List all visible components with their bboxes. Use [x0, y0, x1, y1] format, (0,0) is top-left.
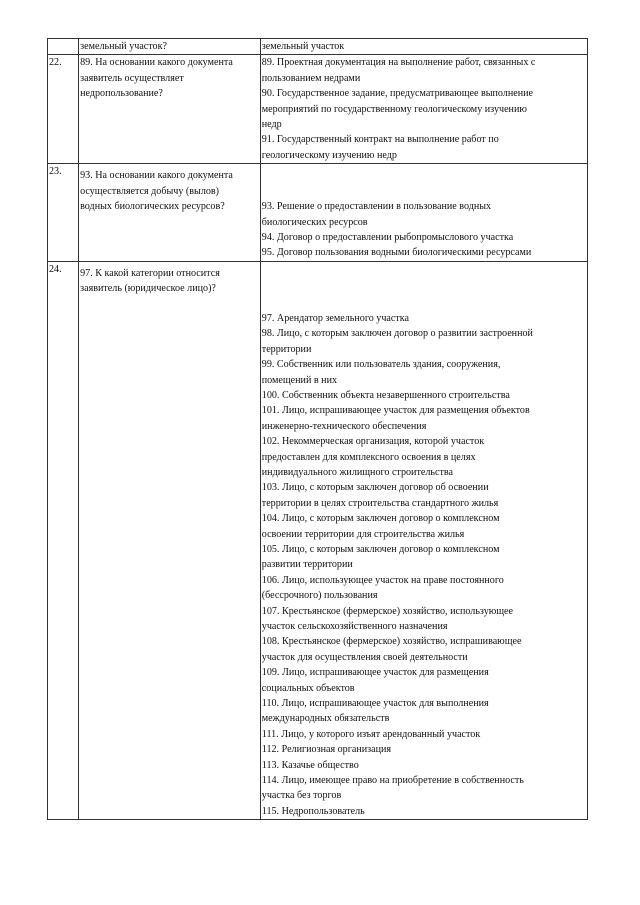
- answer-option: [262, 434, 586, 480]
- answer-line: 102. Некоммерческая организация, которой участок: [261, 436, 485, 448]
- question-line: осуществляется добычу (вылов): [80, 185, 220, 197]
- answer-option: [262, 742, 586, 757]
- answer-line: 106. Лицо, использующее участок на праве постоянного: [261, 574, 504, 586]
- answer-line: международных обязательств: [261, 713, 390, 725]
- answer-line: пользованием недрами: [261, 72, 361, 84]
- table-row: [48, 164, 588, 262]
- answer-line: 108. Крестьянское (фермерское) хозяйство, испрашивающее: [261, 636, 522, 648]
- answer-option: [262, 804, 586, 819]
- answer-line: 111. Лицо, у которого изъят арендованный участок: [261, 728, 481, 740]
- answer-option: [262, 727, 586, 742]
- answer-line: земельный участок: [261, 41, 345, 52]
- answer-line: 109. Лицо, испрашивающее участок для размещения: [261, 667, 489, 679]
- answer-line: 95. Договор пользования водными биологическими ресурсами: [261, 247, 532, 259]
- answer-option: [262, 696, 586, 727]
- answer-line: помещений в них: [261, 374, 338, 386]
- row-number: 24.: [48, 261, 79, 819]
- answer-line: 100. Собственник объекта незавершенного строительства: [261, 389, 510, 401]
- answer-option: [262, 758, 586, 773]
- answer-line: 105. Лицо, с которым заключен договор о комплексном: [261, 543, 500, 555]
- answer-option: [262, 199, 586, 230]
- answer-line: 93. Решение о предоставлении в пользование водных: [261, 201, 492, 213]
- answer-line: 104. Лицо, с которым заключен договор о комплексном: [261, 513, 500, 525]
- answer-option: [262, 480, 586, 511]
- answer-line: инженерно-технического обеспечения: [261, 420, 427, 432]
- answer-cell: [260, 55, 587, 164]
- answer-line: 99. Собственник или пользователь здания, сооружения,: [261, 359, 501, 371]
- table-row: [48, 261, 588, 819]
- question-line: 97. К какой категории относится: [80, 267, 220, 279]
- row-number: [48, 39, 79, 55]
- answer-line: 114. Лицо, имеющее право на приобретение в собственность: [261, 775, 524, 787]
- answer-option: [262, 326, 586, 357]
- answer-cell: [260, 39, 587, 55]
- question-cell: [79, 164, 261, 262]
- answer-option: [262, 665, 586, 696]
- question-cell: [79, 55, 261, 164]
- document-table: [47, 38, 588, 820]
- answer-line: 107. Крестьянское (фермерское) хозяйство, использующее: [261, 605, 514, 617]
- answer-line: геологическому изучению недр: [261, 149, 397, 161]
- answer-line: 94. Договор о предоставлении рыбопромыслового участка: [261, 232, 514, 244]
- answer-line: участок для осуществления своей деятельности: [261, 651, 468, 663]
- question-cell: [79, 39, 261, 55]
- answer-option: [262, 604, 586, 635]
- answer-option: [262, 511, 586, 542]
- question-line: земельный участок?: [80, 41, 167, 52]
- answer-option: [262, 311, 586, 326]
- answer-line: 91. Государственный контракт на выполнение работ по: [261, 134, 499, 146]
- answer-line: предоставлен для комплексного освоения в целях: [261, 451, 476, 463]
- table-row: [48, 39, 588, 55]
- answer-line: 113. Казачье общество: [261, 759, 359, 771]
- answer-line: 98. Лицо, с которым заключен договор о развитии застроенной: [261, 328, 533, 340]
- question-line: водных биологических ресурсов?: [80, 201, 225, 213]
- answer-line: индивидуального жилищного строительства: [261, 466, 453, 478]
- question-cell: [79, 261, 261, 819]
- answer-option: [262, 573, 586, 604]
- answer-line: 101. Лицо, испрашивающее участок для размещения объектов: [261, 405, 530, 417]
- question-line: недропользование?: [80, 88, 163, 100]
- answer-cell: [260, 261, 587, 819]
- answer-line: биологических ресурсов: [261, 216, 368, 228]
- answer-line: мероприятий по государственному геологическому изучению: [261, 103, 527, 115]
- answer-line: 115. Недропользователь: [261, 805, 365, 817]
- answer-option: [262, 634, 586, 665]
- answer-line: 112. Религиозная организация: [261, 744, 392, 756]
- answer-line: недр: [261, 119, 282, 131]
- answer-line: 90. Государственное задание, предусматривающее выполнение: [261, 88, 534, 100]
- table-row: [48, 55, 588, 164]
- answer-option: [262, 245, 586, 260]
- answer-line: участок сельскохозяйственного назначения: [261, 621, 448, 632]
- question-line: заявитель (юридическое лицо)?: [80, 283, 216, 295]
- question-line: заявитель осуществляет: [80, 72, 184, 84]
- answer-line: территории в целях строительства стандартного жилья: [261, 497, 499, 509]
- answer-option: [262, 388, 586, 403]
- row-number: 22.: [48, 55, 79, 164]
- answer-line: (бессрочного) пользования: [261, 590, 378, 602]
- answer-line: развитии территории: [261, 559, 353, 571]
- answer-option: [262, 773, 586, 804]
- answer-option: [262, 230, 586, 245]
- answer-line: 89. Проектная документация на выполнение работ, связанных с: [261, 57, 536, 69]
- question-line: 93. На основании какого документа: [80, 170, 233, 182]
- answer-option: [262, 132, 586, 163]
- answer-option: [262, 403, 586, 434]
- answer-option: [262, 55, 586, 86]
- row-number: 23.: [48, 164, 79, 262]
- answer-option: [262, 86, 586, 132]
- answer-line: освоении территории для строительства жилья: [261, 528, 465, 540]
- question-line: 89. На основании какого документа: [80, 57, 233, 69]
- answer-line: 110. Лицо, испрашивающее участок для выполнения: [261, 698, 489, 710]
- answer-line: 103. Лицо, с которым заключен договор об освоении: [261, 482, 489, 494]
- answer-cell: [260, 164, 587, 262]
- answer-option: [262, 542, 586, 573]
- answer-line: социальных объектов: [261, 682, 355, 694]
- answer-line: участка без торгов: [261, 790, 342, 802]
- answer-line: территории: [261, 343, 312, 355]
- answer-line: 97. Арендатор земельного участка: [261, 312, 409, 324]
- answer-option: [262, 357, 586, 388]
